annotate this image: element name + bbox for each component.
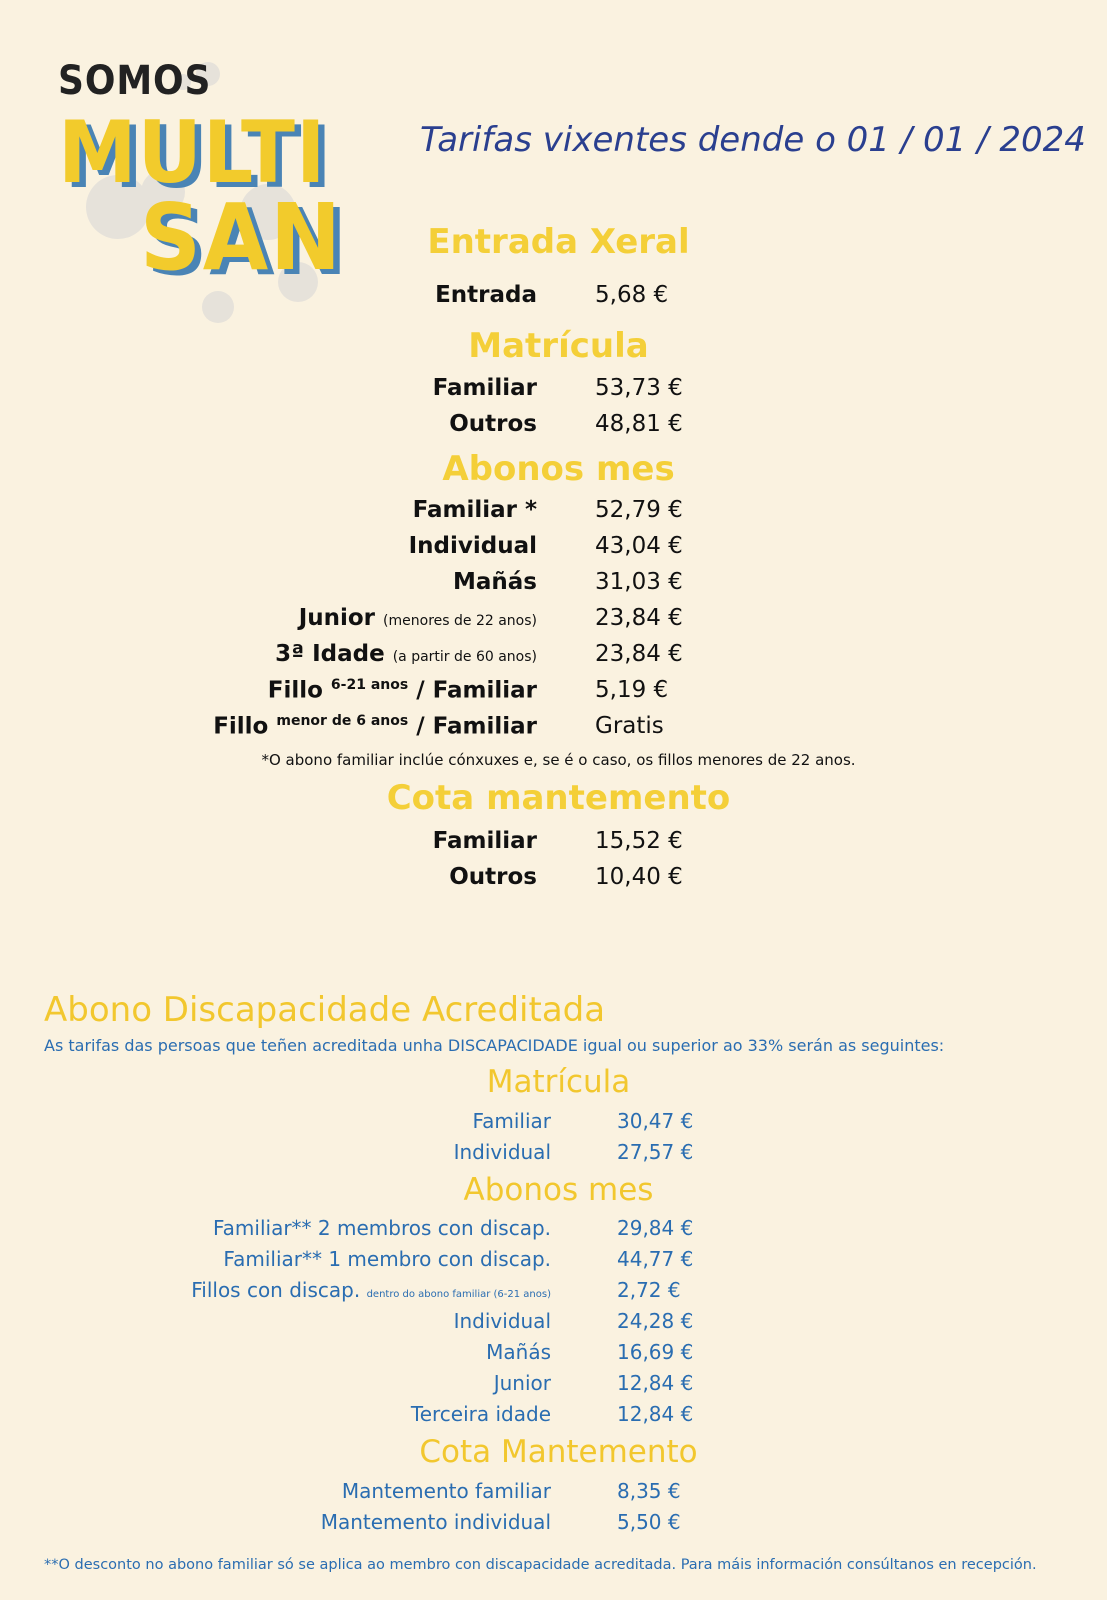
disc-mantemento-familiar-price: 8,35 € bbox=[617, 1479, 681, 1503]
disc-familiar-1-price: 44,77 € bbox=[617, 1247, 694, 1271]
disc-fillos-label bbox=[191, 1278, 551, 1302]
idade-label-text: 3ª Idade bbox=[275, 641, 385, 667]
entrada-xeral-heading: Entrada Xeral bbox=[427, 222, 690, 262]
cota-mantemento-heading: Cota mantemento bbox=[386, 778, 731, 818]
disc-terceira-idade-price: 12,84 € bbox=[617, 1402, 694, 1426]
cota-familiar-label: Familiar bbox=[432, 828, 537, 854]
fillo-age-sup: 6-21 anos bbox=[330, 677, 409, 693]
disc-familiar-2-label: Familiar** 2 membros con discap. bbox=[213, 1216, 551, 1240]
junior-age-note: (menores de 22 anos) bbox=[383, 613, 537, 629]
disc-matricula-individual-label: Individual bbox=[453, 1140, 551, 1164]
discapacidade-footnote: **O desconto no abono familiar só se aplica ao membro con discapacidade acreditada. Para máis información consúltanos en recepción. bbox=[44, 1557, 1037, 1573]
disc-individual-label: Individual bbox=[453, 1309, 551, 1333]
abono-fillo-6-21-price: 5,19 € bbox=[595, 677, 669, 703]
abono-3a-idade-price: 23,84 € bbox=[595, 641, 683, 667]
abono-familiar-note: *O abono familiar inclúe cónxuxes e, se é o caso, os fillos menores de 22 anos. bbox=[261, 751, 856, 769]
disc-mantemento-individual-label: Mantemento individual bbox=[320, 1510, 551, 1534]
abono-junior-price: 23,84 € bbox=[595, 605, 683, 631]
idade-age-note: (a partir de 60 anos) bbox=[392, 649, 537, 665]
disc-cota-heading: Cota Mantemento bbox=[419, 1434, 698, 1470]
cota-familiar-price: 15,52 € bbox=[595, 828, 683, 854]
disc-individual-price: 24,28 € bbox=[617, 1309, 694, 1333]
abono-individual-price: 43,04 € bbox=[595, 533, 683, 559]
disc-fillos-price: 2,72 € bbox=[617, 1278, 681, 1302]
disc-matricula-individual-price: 27,57 € bbox=[617, 1140, 694, 1164]
disc-matricula-familiar-label: Familiar bbox=[472, 1109, 551, 1133]
matricula-outros-label: Outros bbox=[449, 411, 537, 437]
discapacidade-description: As tarifas das persoas que teñen acreditada unha DISCAPACIDADE igual ou superior ao 33% serán as seguintes: bbox=[44, 1036, 945, 1055]
disc-fillos-label-text: Fillos con discap. bbox=[191, 1278, 361, 1302]
matricula-familiar-price: 53,73 € bbox=[595, 375, 683, 401]
fillo-menor-age-sup: menor de 6 anos bbox=[276, 713, 409, 729]
junior-label-text: Junior bbox=[298, 605, 376, 631]
disc-mantemento-familiar-label: Mantemento familiar bbox=[341, 1479, 551, 1503]
entrada-label: Entrada bbox=[435, 282, 537, 308]
disc-abonos-mes-heading: Abonos mes bbox=[463, 1172, 654, 1208]
abono-fillo-menor-price: Gratis bbox=[595, 713, 664, 739]
abono-individual-label: Individual bbox=[408, 533, 537, 559]
abono-3a-idade-label bbox=[275, 641, 537, 667]
cota-outros-price: 10,40 € bbox=[595, 864, 683, 890]
abono-junior-label bbox=[299, 605, 537, 631]
disc-matricula-familiar-price: 30,47 € bbox=[617, 1109, 694, 1133]
discapacidade-heading: Abono Discapacidade Acreditada bbox=[44, 990, 606, 1030]
disc-terceira-idade-label: Terceira idade bbox=[410, 1402, 551, 1426]
matricula-outros-price: 48,81 € bbox=[595, 411, 683, 437]
fillo-label-text: Fillo bbox=[267, 677, 323, 704]
logo-somos-text: SOMOS bbox=[58, 58, 212, 104]
abono-manas-label: Mañás bbox=[453, 569, 537, 595]
matricula-familiar-label: Familiar bbox=[432, 375, 537, 401]
disc-mantemento-individual-price: 5,50 € bbox=[617, 1510, 681, 1534]
fillo-menor-suffix: / Familiar bbox=[416, 713, 537, 740]
abonos-mes-heading: Abonos mes bbox=[442, 449, 675, 489]
matricula-heading: Matrícula bbox=[468, 326, 649, 366]
disc-matricula-heading: Matrícula bbox=[486, 1064, 631, 1100]
abono-fillo-menor-label bbox=[213, 713, 537, 740]
disc-manas-price: 16,69 € bbox=[617, 1340, 694, 1364]
abono-manas-price: 31,03 € bbox=[595, 569, 683, 595]
abono-familiar-label: Familiar * bbox=[412, 497, 537, 523]
fillo-menor-label-text: Fillo bbox=[213, 713, 269, 740]
disc-fillos-note: dentro do abono familiar (6-21 anos) bbox=[366, 1289, 551, 1300]
logo-multi-text: MULTI bbox=[58, 103, 327, 203]
logo-san-text: SAN bbox=[140, 184, 343, 291]
abono-familiar-price: 52,79 € bbox=[595, 497, 683, 523]
abono-fillo-6-21-label bbox=[268, 677, 537, 704]
somos-multisan-logo bbox=[58, 52, 358, 352]
disc-familiar-1-label: Familiar** 1 membro con discap. bbox=[223, 1247, 551, 1271]
page-title: Tarifas vixentes dende o 01 / 01 / 2024 bbox=[420, 120, 1086, 160]
disc-familiar-2-price: 29,84 € bbox=[617, 1216, 694, 1240]
entrada-price: 5,68 € bbox=[595, 282, 669, 308]
cota-outros-label: Outros bbox=[449, 864, 537, 890]
disc-junior-label: Junior bbox=[493, 1371, 551, 1395]
disc-junior-price: 12,84 € bbox=[617, 1371, 694, 1395]
disc-manas-label: Mañás bbox=[486, 1340, 551, 1364]
fillo-suffix: / Familiar bbox=[416, 677, 537, 704]
